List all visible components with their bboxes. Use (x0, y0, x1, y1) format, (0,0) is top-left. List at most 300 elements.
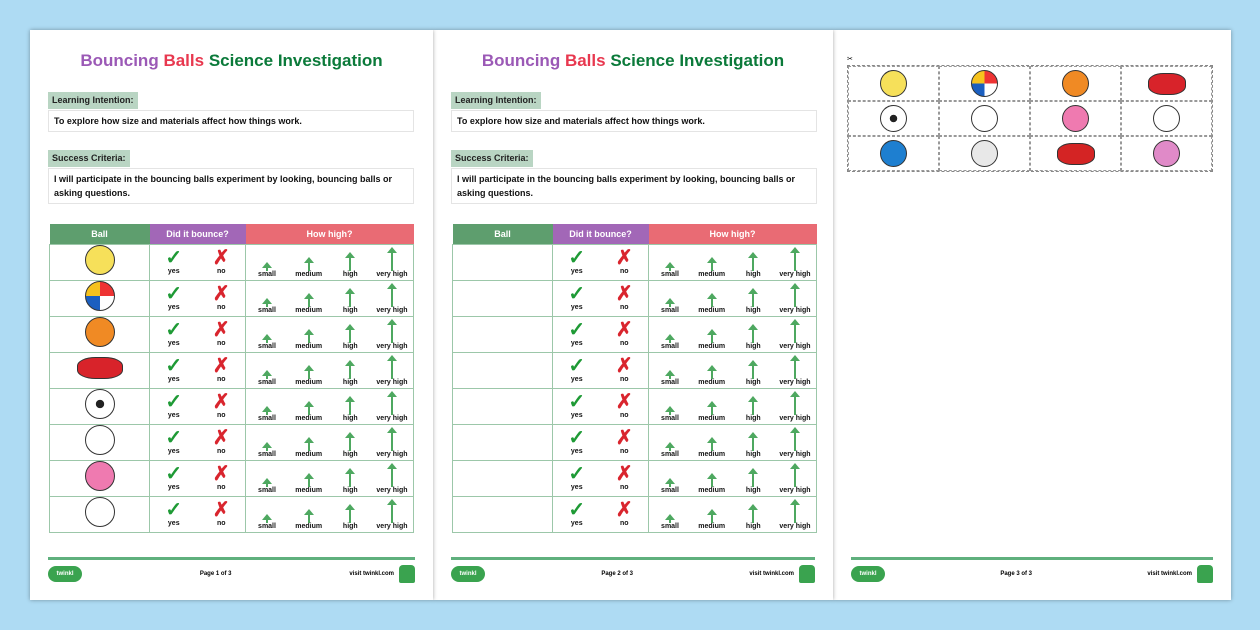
height-option-small[interactable] (650, 477, 690, 495)
height-option-high[interactable] (330, 395, 370, 423)
ball-cell (50, 496, 150, 532)
height-option-very-high[interactable] (775, 318, 815, 351)
white-textured-ball-icon (971, 140, 998, 167)
height-label: small (661, 415, 679, 422)
bounce-cell (553, 496, 649, 532)
height-label: very high (779, 523, 811, 530)
up-arrow-icon (391, 504, 393, 523)
cross-icon: ✗ (615, 427, 633, 449)
cross-icon: ✗ (615, 247, 633, 269)
height-cell (649, 496, 817, 532)
height-label: very high (376, 271, 408, 278)
height-label: very high (779, 451, 811, 458)
no-label: no (216, 448, 226, 455)
height-option-very-high[interactable] (775, 462, 815, 495)
up-arrow-icon (669, 375, 671, 379)
height-option-medium[interactable] (692, 472, 732, 495)
height-option-very-high[interactable] (372, 246, 412, 279)
yes-option[interactable] (557, 464, 597, 492)
table-row (453, 424, 817, 460)
table-row (50, 460, 414, 496)
up-arrow-icon (669, 519, 671, 523)
table-row (50, 244, 414, 280)
cutout-card (1030, 136, 1121, 171)
height-label: medium (698, 379, 726, 386)
yes-label: yes (570, 520, 583, 527)
success-criteria-text: I will participate in the bouncing balls experiment by looking, bouncing balls or asking questions. (451, 168, 817, 204)
cutout-card (1121, 66, 1212, 101)
bounce-cell (553, 388, 649, 424)
ball-cell (453, 280, 553, 316)
cross-icon: ✗ (212, 463, 230, 485)
no-label: no (216, 484, 226, 491)
ball-cell (50, 316, 150, 352)
height-option-high[interactable] (733, 395, 773, 423)
up-arrow-icon (794, 252, 796, 271)
ball-cell (50, 460, 150, 496)
cross-icon: ✗ (212, 499, 230, 521)
height-option-small[interactable] (247, 513, 287, 531)
title-part: Balls (564, 51, 606, 70)
ball-cell (50, 424, 150, 460)
cutout-card (939, 66, 1030, 101)
no-option[interactable] (604, 428, 644, 456)
height-option-high[interactable] (330, 467, 370, 495)
up-arrow-icon (752, 293, 754, 307)
white-ball-icon (971, 105, 998, 132)
no-option[interactable] (604, 356, 644, 384)
no-option[interactable] (604, 392, 644, 420)
height-option-very-high[interactable] (775, 246, 815, 279)
height-option-high[interactable] (733, 359, 773, 387)
yes-option[interactable] (154, 428, 194, 456)
height-label: very high (779, 307, 811, 314)
up-arrow-icon (391, 432, 393, 451)
no-option[interactable] (604, 284, 644, 312)
no-option[interactable] (604, 500, 644, 528)
up-arrow-icon (349, 401, 351, 415)
yes-option[interactable] (154, 392, 194, 420)
up-arrow-icon (349, 329, 351, 343)
up-arrow-icon (266, 267, 268, 271)
ball-cell (453, 388, 553, 424)
no-option[interactable] (201, 392, 241, 420)
check-icon: ✓ (568, 499, 586, 521)
height-option-small[interactable] (247, 333, 287, 351)
up-arrow-icon (711, 514, 713, 523)
title-part: Science Investigation (610, 51, 785, 70)
height-option-very-high[interactable] (775, 354, 815, 387)
height-label: medium (698, 523, 726, 530)
height-option-medium[interactable] (692, 436, 732, 459)
height-option-small[interactable] (247, 369, 287, 387)
cross-icon: ✗ (212, 427, 230, 449)
up-arrow-icon (349, 509, 351, 523)
height-option-medium[interactable] (289, 508, 329, 531)
bounce-cell (150, 280, 246, 316)
bounce-cell (553, 424, 649, 460)
no-option[interactable] (201, 464, 241, 492)
cross-icon: ✗ (212, 319, 230, 341)
yes-option[interactable] (557, 428, 597, 456)
bounce-cell (150, 496, 246, 532)
height-label: very high (376, 415, 408, 422)
no-label: no (619, 340, 629, 347)
rugby-ball-icon (1057, 143, 1095, 165)
height-option-medium[interactable] (289, 472, 329, 495)
cross-icon: ✗ (212, 247, 230, 269)
page-footer (851, 557, 1213, 587)
height-label: high (342, 487, 358, 494)
height-label: high (342, 523, 358, 530)
height-option-medium[interactable] (692, 400, 732, 423)
yes-option[interactable] (557, 392, 597, 420)
height-option-high[interactable] (330, 287, 370, 315)
worksheet-page-1 (30, 30, 433, 600)
height-option-medium[interactable] (289, 400, 329, 423)
height-option-very-high[interactable] (372, 318, 412, 351)
height-option-medium[interactable] (692, 256, 732, 279)
height-option-high[interactable] (733, 251, 773, 279)
height-label: high (342, 379, 358, 386)
height-option-small[interactable] (650, 405, 690, 423)
beach-ball-icon (971, 70, 998, 97)
height-label: high (342, 271, 358, 278)
up-arrow-icon (794, 324, 796, 343)
cross-icon: ✗ (615, 391, 633, 413)
up-arrow-icon (669, 303, 671, 307)
height-label: medium (295, 343, 323, 350)
tennis-ball-icon (85, 245, 115, 275)
height-option-small[interactable] (650, 261, 690, 279)
basketball-icon (1062, 70, 1089, 97)
yes-label: yes (570, 340, 583, 347)
yes-label: yes (167, 484, 180, 491)
up-arrow-icon (711, 298, 713, 307)
height-option-medium[interactable] (289, 436, 329, 459)
up-arrow-icon (752, 257, 754, 271)
yes-label: yes (167, 412, 180, 419)
height-cell (649, 280, 817, 316)
height-label: medium (295, 487, 323, 494)
no-label: no (216, 376, 226, 383)
height-option-very-high[interactable] (372, 498, 412, 531)
height-option-very-high[interactable] (372, 282, 412, 315)
height-option-small[interactable] (247, 297, 287, 315)
title-part: Science Investigation (208, 51, 383, 70)
check-icon: ✓ (568, 391, 586, 413)
up-arrow-icon (308, 370, 310, 379)
check-icon: ✓ (568, 247, 586, 269)
height-option-small[interactable] (650, 333, 690, 351)
page-footer (48, 557, 415, 587)
cross-icon: ✗ (615, 355, 633, 377)
up-arrow-icon (349, 437, 351, 451)
height-label: small (258, 451, 276, 458)
height-cell (649, 316, 817, 352)
no-label: no (216, 412, 226, 419)
table-row (453, 316, 817, 352)
bounce-cell (150, 352, 246, 388)
learning-intention-text: To explore how size and materials affect how things work. (48, 110, 414, 132)
height-cell (246, 244, 414, 280)
up-arrow-icon (266, 519, 268, 523)
no-option[interactable] (604, 320, 644, 348)
height-option-very-high[interactable] (372, 354, 412, 387)
height-option-small[interactable] (247, 405, 287, 423)
height-label: small (661, 307, 679, 314)
height-option-small[interactable] (650, 513, 690, 531)
height-option-very-high[interactable] (372, 390, 412, 423)
ball-cell (50, 280, 150, 316)
ball-cell (453, 244, 553, 280)
ball-cell (50, 244, 150, 280)
volleyball-icon (1153, 105, 1180, 132)
height-option-small[interactable] (650, 441, 690, 459)
height-option-small[interactable] (247, 441, 287, 459)
height-label: small (661, 343, 679, 350)
yes-option[interactable] (557, 500, 597, 528)
check-icon: ✓ (165, 247, 183, 269)
height-option-high[interactable] (330, 431, 370, 459)
beach-ball-icon (85, 281, 115, 311)
yes-option[interactable] (154, 464, 194, 492)
height-label: small (258, 487, 276, 494)
header-how-high: How high? (649, 224, 817, 244)
no-option[interactable] (201, 428, 241, 456)
height-label: medium (698, 343, 726, 350)
height-option-high[interactable] (330, 359, 370, 387)
yes-label: yes (570, 412, 583, 419)
up-arrow-icon (391, 468, 393, 487)
height-option-high[interactable] (733, 431, 773, 459)
yes-label: yes (570, 484, 583, 491)
yes-option[interactable] (557, 248, 597, 276)
height-label: high (342, 415, 358, 422)
tennis-ball-icon (880, 70, 907, 97)
up-arrow-icon (711, 478, 713, 487)
height-label: medium (698, 487, 726, 494)
up-arrow-icon (266, 447, 268, 451)
no-label: no (619, 412, 629, 419)
table-row (453, 352, 817, 388)
height-option-small[interactable] (247, 261, 287, 279)
height-option-medium[interactable] (289, 364, 329, 387)
yes-option[interactable] (557, 284, 597, 312)
height-option-medium[interactable] (692, 328, 732, 351)
no-label: no (216, 520, 226, 527)
height-label: medium (698, 307, 726, 314)
bounce-cell (150, 316, 246, 352)
yes-option[interactable] (154, 320, 194, 348)
height-option-high[interactable] (733, 323, 773, 351)
yes-option[interactable] (154, 284, 194, 312)
height-option-small[interactable] (650, 297, 690, 315)
height-label: small (258, 415, 276, 422)
scissors-icon: ✂ (847, 56, 853, 63)
height-label: medium (295, 271, 323, 278)
no-option[interactable] (201, 356, 241, 384)
results-table (49, 224, 414, 533)
learning-intention-label: Learning Intention: (48, 92, 138, 109)
light-pink-ball-icon (1153, 140, 1180, 167)
yes-option[interactable] (557, 320, 597, 348)
page-number: Page 3 of 3 (1000, 570, 1032, 577)
no-label: no (619, 448, 629, 455)
up-arrow-icon (308, 334, 310, 343)
yes-option[interactable] (154, 500, 194, 528)
bounce-cell (150, 424, 246, 460)
no-label: no (619, 268, 629, 275)
no-option[interactable] (201, 248, 241, 276)
up-arrow-icon (349, 473, 351, 487)
height-option-very-high[interactable] (372, 462, 412, 495)
height-option-medium[interactable] (289, 256, 329, 279)
height-cell (246, 388, 414, 424)
height-option-high[interactable] (330, 323, 370, 351)
twinkl-logo: twinkl (851, 566, 885, 582)
height-label: very high (376, 451, 408, 458)
title-part: Bouncing (80, 51, 159, 70)
worksheet-page-2 (433, 30, 833, 600)
no-option[interactable] (604, 464, 644, 492)
check-icon: ✓ (165, 427, 183, 449)
basketball-icon (85, 317, 115, 347)
yes-option[interactable] (154, 248, 194, 276)
tree-logo-icon (799, 565, 815, 583)
height-label: small (661, 379, 679, 386)
up-arrow-icon (711, 406, 713, 415)
yes-option[interactable] (154, 356, 194, 384)
height-option-high[interactable] (330, 251, 370, 279)
cross-icon: ✗ (615, 499, 633, 521)
bounce-cell (553, 460, 649, 496)
bounce-cell (150, 244, 246, 280)
cross-icon: ✗ (212, 355, 230, 377)
height-option-very-high[interactable] (775, 390, 815, 423)
cross-icon: ✗ (615, 319, 633, 341)
cutout-card (1121, 101, 1212, 136)
check-icon: ✓ (165, 499, 183, 521)
height-label: high (745, 271, 761, 278)
height-option-high[interactable] (733, 503, 773, 531)
height-label: very high (779, 487, 811, 494)
height-option-medium[interactable] (692, 292, 732, 315)
height-cell (246, 316, 414, 352)
height-label: high (342, 343, 358, 350)
yes-option[interactable] (557, 356, 597, 384)
table-row (50, 280, 414, 316)
no-option[interactable] (201, 320, 241, 348)
height-option-medium[interactable] (289, 328, 329, 351)
height-label: very high (779, 415, 811, 422)
table-row (453, 280, 817, 316)
up-arrow-icon (752, 365, 754, 379)
height-label: medium (295, 523, 323, 530)
height-label: high (745, 307, 761, 314)
height-option-medium[interactable] (692, 364, 732, 387)
learning-intention-label: Learning Intention: (451, 92, 541, 109)
height-cell (649, 460, 817, 496)
height-option-very-high[interactable] (775, 282, 815, 315)
header-bounce: Did it bounce? (553, 224, 649, 244)
cutout-card (939, 136, 1030, 171)
height-label: medium (698, 415, 726, 422)
height-option-high[interactable] (733, 467, 773, 495)
results-table (452, 224, 817, 533)
table-row (453, 244, 817, 280)
bounce-cell (553, 244, 649, 280)
cross-icon: ✗ (615, 463, 633, 485)
height-cell (246, 352, 414, 388)
height-label: small (661, 523, 679, 530)
cutout-card (848, 136, 939, 171)
no-label: no (216, 340, 226, 347)
check-icon: ✓ (568, 427, 586, 449)
up-arrow-icon (794, 360, 796, 379)
bean-bag-icon (1148, 73, 1186, 95)
height-option-very-high[interactable] (775, 426, 815, 459)
page-footer (451, 557, 815, 587)
height-option-high[interactable] (733, 287, 773, 315)
height-label: small (258, 379, 276, 386)
up-arrow-icon (266, 339, 268, 343)
up-arrow-icon (669, 483, 671, 487)
up-arrow-icon (308, 514, 310, 523)
site-link: visit twinkl.com (749, 570, 794, 577)
football-icon (85, 389, 115, 419)
height-option-high[interactable] (330, 503, 370, 531)
up-arrow-icon (711, 370, 713, 379)
height-option-very-high[interactable] (775, 498, 815, 531)
no-option[interactable] (201, 284, 241, 312)
table-row (50, 352, 414, 388)
height-option-small[interactable] (247, 477, 287, 495)
check-icon: ✓ (165, 391, 183, 413)
white-ball-icon (85, 425, 115, 455)
ball-cutout-grid (847, 65, 1213, 172)
ball-cell (453, 496, 553, 532)
up-arrow-icon (308, 298, 310, 307)
yes-label: yes (570, 448, 583, 455)
bounce-cell (150, 388, 246, 424)
ball-cell (453, 316, 553, 352)
height-option-medium[interactable] (692, 508, 732, 531)
bounce-cell (150, 460, 246, 496)
up-arrow-icon (794, 432, 796, 451)
pink-ball-icon (85, 461, 115, 491)
success-criteria-text: I will participate in the bouncing balls experiment by looking, bouncing balls or asking questions. (48, 168, 414, 204)
site-link: visit twinkl.com (349, 570, 394, 577)
ball-cell (453, 424, 553, 460)
height-option-small[interactable] (650, 369, 690, 387)
height-label: small (258, 271, 276, 278)
up-arrow-icon (794, 468, 796, 487)
up-arrow-icon (711, 442, 713, 451)
up-arrow-icon (308, 478, 310, 487)
height-option-medium[interactable] (289, 292, 329, 315)
height-label: very high (376, 379, 408, 386)
up-arrow-icon (308, 442, 310, 451)
height-option-very-high[interactable] (372, 426, 412, 459)
up-arrow-icon (794, 396, 796, 415)
no-option[interactable] (604, 248, 644, 276)
up-arrow-icon (349, 365, 351, 379)
up-arrow-icon (308, 406, 310, 415)
no-option[interactable] (201, 500, 241, 528)
height-label: very high (376, 523, 408, 530)
height-label: high (745, 487, 761, 494)
